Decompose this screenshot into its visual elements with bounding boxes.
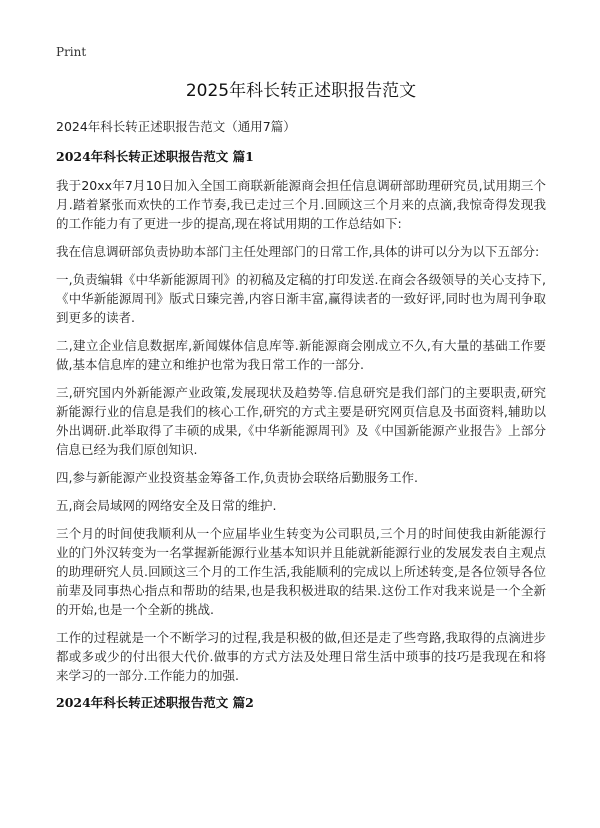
paragraph-duty-3: 三,研究国内外新能源产业政策,发展现状及趋势等.信息研究是我们部门的主要职责,研究新能源行业的信息是我们的核心工作,研究的方式主要是研究网页信息及书面资料,辅助以外出调研.此举取得了丰硕的成果,《中华新能源周刊》及《中国新能源产业报告》上部分信息已经为我们原创知识. — [56, 385, 546, 457]
paragraph-duty-5: 五,商会局域网的网络安全及日常的维护. — [56, 498, 277, 513]
paragraph-duties-overview: 我在信息调研部负责协助本部门主任处理部门的日常工作,具体的讲可以分为以下五部分: — [56, 244, 540, 259]
document-title: 2025年科长转正述职报告范文 — [185, 81, 417, 101]
document-subtitle: 2024年科长转正述职报告范文（通用7篇） — [56, 119, 296, 134]
paragraph-duty-1: 一,负责编辑《中华新能源周刊》的初稿及定稿的打印发送.在商会各级领导的关心支持下,《中华新能源周刊》版式日臻完善,内容日渐丰富,赢得读者的一致好评,同时也为周刊争取到更多的读者. — [56, 272, 546, 325]
paragraph-intro: 我于20xx年7月10日加入全国工商联新能源商会担任信息调研部助理研究员,试用期三个月.踏着紧张而欢快的工作节奏,我已走过三个月.回顾这三个月来的点滴,我惊奇得发现我的工作能力有了更进一步的提高,现在将试用期的工作总结如下: — [56, 178, 546, 231]
paragraph-duty-2: 二,建立企业信息数据库,新闻媒体信息库等.新能源商会刚成立不久,有大量的基础工作要做,基本信息库的建立和维护也常为我日常工作的一部分. — [56, 338, 546, 372]
section-heading-1: 2024年科长转正述职报告范文 篇1 — [56, 149, 254, 164]
section-heading-2: 2024年科长转正述职报告范文 篇2 — [56, 695, 254, 710]
print-link[interactable]: Print — [56, 45, 87, 59]
paragraph-duty-4: 四,参与新能源产业投资基金筹备工作,负责协会联络后勤服务工作. — [56, 470, 418, 485]
paragraph-learning: 工作的过程就是一个不断学习的过程,我是积极的做,但还是走了些弯路,我取得的点滴进步都或多或少的付出很大代价.做事的方式方法及处理日常生活中琐事的技巧是我现在和将来学习的一部分.工作能力的加强. — [56, 630, 546, 683]
paragraph-reflection: 三个月的时间使我顺利从一个应届毕业生转变为公司职员,三个月的时间使我由新能源行业的门外汉转变为一名掌握新能源行业基本知识并且能就新能源行业的发展发表自主观点的助理研究人员.回顾这三个月的工作生活,我能顺利的完成以上所述转变,是各位领导各位前辈及同事热心指点和帮助的结果,也是我积极进取的结果.这份工作对我来说是一个全新的开始,也是一个全新的挑战. — [56, 526, 547, 617]
